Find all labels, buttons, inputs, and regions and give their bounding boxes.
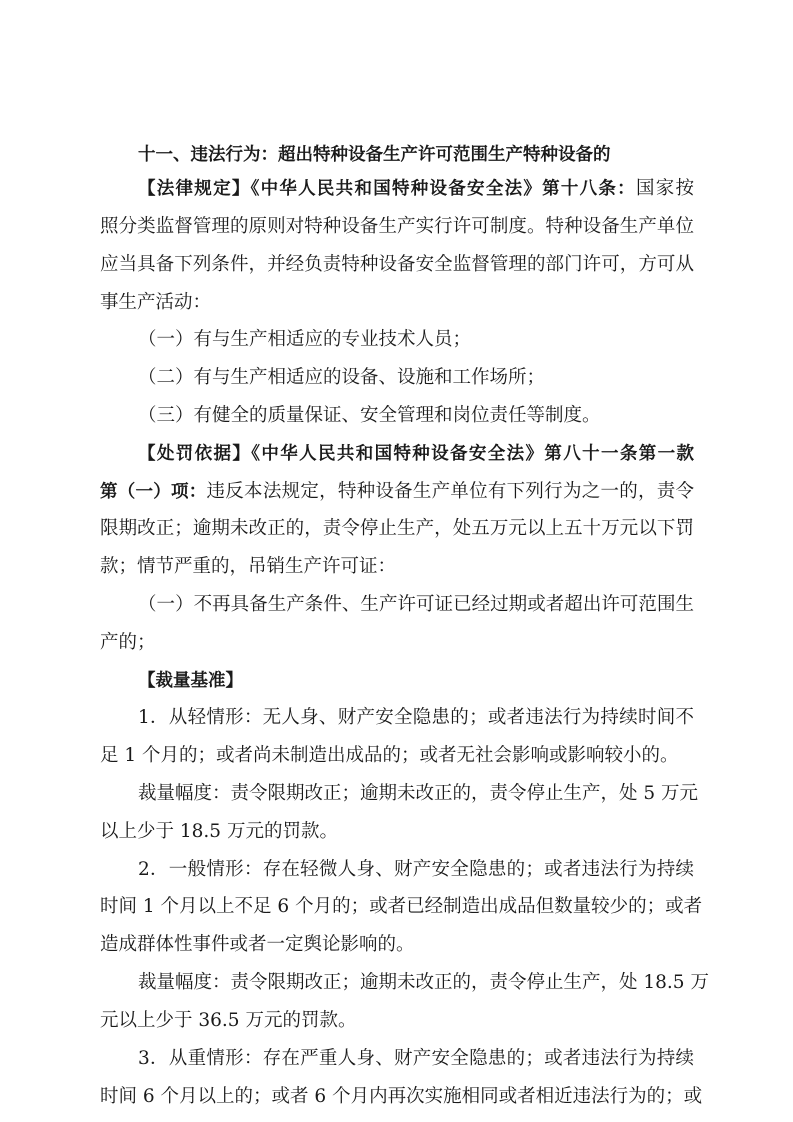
light-range-line-1: 裁量幅度：责令限期改正；逾期未改正的，责令停止生产，处 5 万元 — [138, 783, 699, 804]
penalty-basis-label-line-2: 第（一）项： — [100, 482, 207, 502]
light-range-line-2: 以上少于 18.5 万元的罚款。 — [100, 821, 338, 842]
penalty-item-1-line-2: 产的； — [100, 632, 156, 653]
light-case-line-1: 1．从轻情形：无人身、财产安全隐患的；或者违法行为持续时间不 — [138, 707, 694, 728]
penalty-basis-label-line-1: 【处罚依据】《中华人民共和国特种设备安全法》第八十一条第一款 — [138, 444, 694, 464]
legal-condition-item-1: （一）有与生产相适应的专业技术人员； — [138, 329, 472, 350]
standard-label: 【裁量基准】 — [138, 671, 243, 691]
legal-basis-line-4: 事生产活动： — [100, 292, 212, 313]
general-case-line-2: 时间 1 个月以上不足 6 个月的；或者已经制造出成品但数量较少的；或者 — [100, 896, 703, 917]
penalty-item-1-line-1: （一）不再具备生产条件、生产许可证已经过期或者超出许可范围生 — [138, 594, 694, 615]
heavy-case-line-2: 时间 6 个月以上的；或者 6 个月内再次实施相同或者相近违法行为的；或 — [100, 1086, 703, 1107]
light-case-line-2: 足 1 个月的；或者尚未制造出成品的；或者无社会影响或影响较小的。 — [100, 745, 679, 766]
heavy-case-line-1: 3．从重情形：存在严重人身、财产安全隐患的；或者违法行为持续 — [138, 1048, 694, 1069]
legal-basis-line-2: 照分类监督管理的原则对特种设备生产实行许可制度。特种设备生产单位 — [100, 216, 694, 237]
legal-basis-line-3: 应当具备下列条件，并经负责特种设备安全监督管理的部门许可，方可从 — [100, 254, 694, 275]
legal-basis-line-1-rest: 国家按 — [635, 178, 694, 199]
legal-condition-item-3: （三）有健全的质量保证、安全管理和岗位责任等制度。 — [138, 405, 601, 426]
general-range-line-2: 元以上少于 36.5 万元的罚款。 — [100, 1010, 357, 1031]
general-case-line-1: 2．一般情形：存在轻微人身、财产安全隐患的；或者违法行为持续 — [138, 859, 694, 880]
penalty-basis-line-2-rest: 违反本法规定，特种设备生产单位有下列行为之一的，责令 — [206, 481, 694, 502]
section-heading: 十一、违法行为：超出特种设备生产许可范围生产特种设备的 — [138, 145, 611, 165]
general-case-line-3: 造成群体性事件或者一定舆论影响的。 — [100, 934, 415, 955]
general-range-line-1: 裁量幅度：责令限期改正；逾期未改正的，责令停止生产，处 18.5 万 — [138, 972, 709, 993]
legal-basis-label: 【法律规定】《中华人民共和国特种设备安全法》第十八条： — [138, 179, 636, 199]
legal-condition-item-2: （二）有与生产相适应的设备、设施和工作场所； — [138, 367, 546, 388]
legal-basis-line-1 — [138, 174, 694, 204]
penalty-basis-line-4: 款；情节严重的，吊销生产许可证： — [100, 556, 397, 577]
penalty-basis-line-2 — [100, 477, 694, 507]
penalty-basis-line-3: 限期改正；逾期未改正的，责令停止生产，处五万元以上五十万元以下罚 — [100, 518, 694, 539]
